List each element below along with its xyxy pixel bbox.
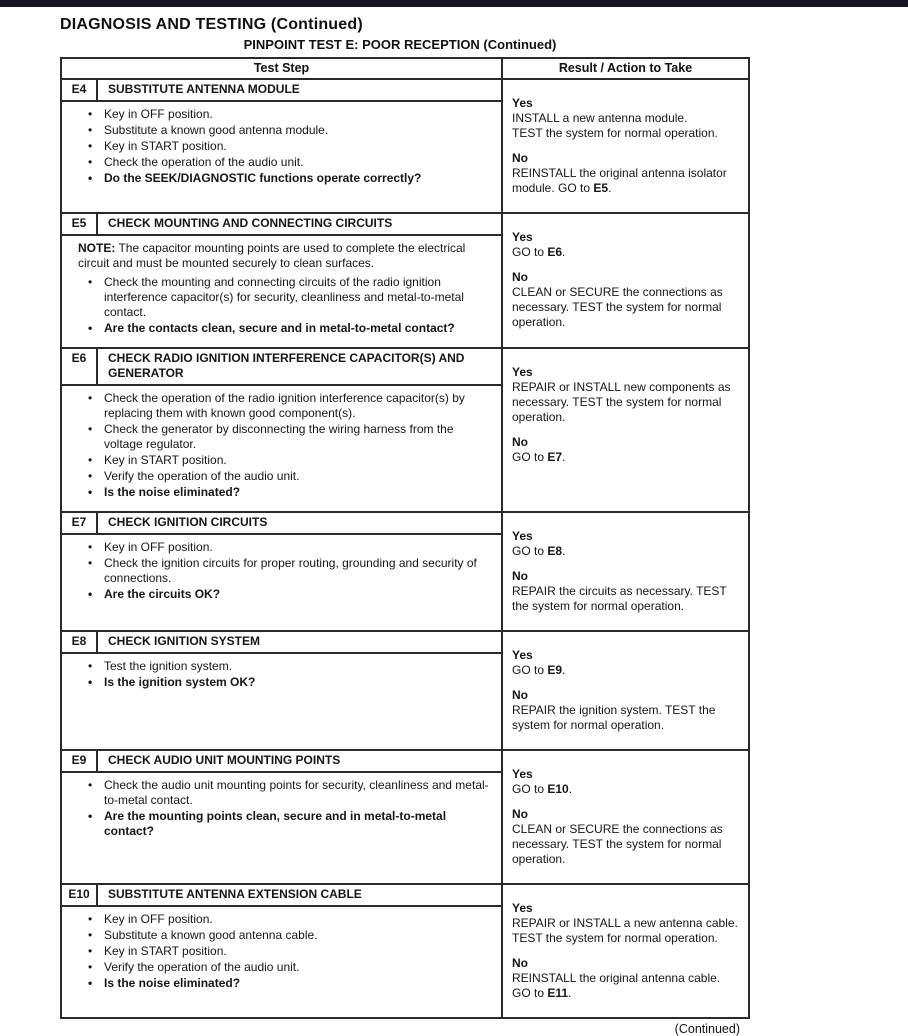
result-action: REPAIR or INSTALL a new antenna cable. TEST the system for normal operation.	[512, 916, 738, 945]
result-content	[503, 214, 748, 346]
test-step-cell	[61, 631, 502, 750]
pinpoint-test-section	[60, 37, 740, 1036]
result-label: Yes	[512, 767, 533, 781]
test-step-cell	[61, 79, 502, 213]
step-item: • Check the ignition circuits for proper routing, grounding and security of connections.	[88, 556, 491, 586]
step-item: • Are the contacts clean, secure and in metal-to-metal contact?	[88, 321, 491, 336]
step-item: • Key in START position.	[88, 453, 491, 468]
result-content	[503, 885, 748, 1017]
result-block-no	[512, 956, 740, 1001]
test-row-e4	[61, 79, 749, 213]
step-title-bar	[62, 632, 501, 654]
result-action: REINSTALL the original antenna isolator module. GO to E5.	[512, 166, 727, 195]
result-block-yes	[512, 767, 740, 797]
result-action: CLEAN or SECURE the connections as necessary. TEST the system for normal operation.	[512, 285, 723, 329]
result-label: No	[512, 807, 528, 821]
result-action: REPAIR the ignition system. TEST the system for normal operation.	[512, 703, 716, 732]
result-label: Yes	[512, 96, 533, 110]
result-block-yes	[512, 648, 740, 678]
result-content	[503, 80, 748, 212]
test-row-e9	[61, 750, 749, 884]
step-list	[78, 540, 491, 602]
test-step-cell	[61, 348, 502, 512]
step-title-bar	[62, 513, 501, 535]
step-id: E10	[62, 885, 98, 905]
result-block-no	[512, 435, 740, 465]
step-list	[78, 912, 491, 991]
step-id: E4	[62, 80, 98, 100]
result-action: GO to E8.	[512, 544, 566, 558]
result-action: REINSTALL the original antenna cable. GO to E11.	[512, 971, 721, 1000]
result-label: No	[512, 270, 528, 284]
result-label: No	[512, 688, 528, 702]
page-top-rule	[0, 0, 908, 7]
result-label: Yes	[512, 230, 533, 244]
step-item: • Verify the operation of the audio unit.	[88, 960, 491, 975]
step-title-bar	[62, 214, 501, 236]
step-title: CHECK RADIO IGNITION INTERFERENCE CAPACITOR(S) AND GENERATOR	[108, 351, 465, 380]
table-title: PINPOINT TEST E: POOR RECEPTION (Continued)	[243, 37, 557, 52]
result-cell	[502, 213, 749, 348]
test-step-cell	[61, 213, 502, 348]
step-item: • Key in START position.	[88, 944, 491, 959]
step-item: • Check the operation of the audio unit.	[88, 155, 491, 170]
result-action: CLEAN or SECURE the connections as necessary. TEST the system for normal operation.	[512, 822, 723, 866]
step-list	[78, 391, 491, 500]
step-list	[78, 107, 491, 186]
step-id: E6	[62, 349, 98, 384]
step-title: CHECK AUDIO UNIT MOUNTING POINTS	[108, 753, 341, 767]
result-block-no	[512, 807, 740, 867]
result-block-yes	[512, 230, 740, 260]
step-item: • Key in START position.	[88, 139, 491, 154]
result-block-no	[512, 688, 740, 733]
column-header-result: Result / Action to Take	[502, 58, 749, 79]
step-title: SUBSTITUTE ANTENNA EXTENSION CABLE	[108, 887, 362, 901]
step-list	[78, 778, 491, 839]
step-item: • Check the mounting and connecting circuits of the radio ignition interference capacitor(s) for security, cleanliness and metal-to-metal contact.	[88, 275, 491, 320]
result-block-yes	[512, 529, 740, 559]
test-row-e7	[61, 512, 749, 631]
step-body	[62, 773, 501, 850]
continued-note: (Continued)	[674, 1022, 740, 1036]
step-item: • Verify the operation of the audio unit.	[88, 469, 491, 484]
step-item: • Key in OFF position.	[88, 912, 491, 927]
step-body	[62, 236, 501, 347]
result-label: No	[512, 569, 528, 583]
step-title-bar	[62, 751, 501, 773]
result-block-no	[512, 270, 740, 330]
step-body	[62, 386, 501, 511]
page-title: DIAGNOSIS AND TESTING (Continued)	[60, 16, 363, 33]
step-title: CHECK IGNITION SYSTEM	[108, 634, 261, 648]
result-label: Yes	[512, 529, 533, 543]
result-block-yes	[512, 96, 740, 141]
result-content	[503, 349, 748, 481]
step-item: • Do the SEEK/DIAGNOSTIC functions operate correctly?	[88, 171, 491, 186]
result-block-no	[512, 151, 740, 196]
step-item: • Is the noise eliminated?	[88, 485, 491, 500]
test-step-cell	[61, 750, 502, 884]
step-title-bar	[62, 349, 501, 386]
result-action: REPAIR the circuits as necessary. TEST the system for normal operation.	[512, 584, 727, 613]
result-cell	[502, 884, 749, 1018]
step-item: • Substitute a known good antenna module.	[88, 123, 491, 138]
step-body	[62, 654, 501, 701]
result-label: No	[512, 151, 528, 165]
step-id: E7	[62, 513, 98, 533]
pinpoint-test-table	[60, 57, 750, 1019]
test-row-e5	[61, 213, 749, 348]
step-item: • Substitute a known good antenna cable.	[88, 928, 491, 943]
result-label: Yes	[512, 365, 533, 379]
result-action: REPAIR or INSTALL new components as necessary. TEST the system for normal operation.	[512, 380, 731, 424]
result-label: Yes	[512, 901, 533, 915]
step-title-bar	[62, 885, 501, 907]
step-body	[62, 102, 501, 197]
step-title-bar	[62, 80, 501, 102]
step-item: • Key in OFF position.	[88, 540, 491, 555]
result-action: TEST the system for normal operation.	[512, 126, 718, 140]
result-content	[503, 751, 748, 883]
result-content	[503, 632, 748, 749]
test-step-cell	[61, 884, 502, 1018]
result-cell	[502, 79, 749, 213]
result-block-no	[512, 569, 740, 614]
step-item: • Key in OFF position.	[88, 107, 491, 122]
step-id: E5	[62, 214, 98, 234]
step-title: SUBSTITUTE ANTENNA MODULE	[108, 82, 300, 96]
step-body	[62, 907, 501, 1002]
step-item: • Check the audio unit mounting points for security, cleanliness and metal-to-metal contact.	[88, 778, 491, 808]
result-content	[503, 513, 748, 630]
result-action: INSTALL a new antenna module.	[512, 111, 688, 125]
result-cell	[502, 348, 749, 512]
result-action: GO to E6.	[512, 245, 566, 259]
table-body	[61, 79, 749, 1018]
step-title: CHECK IGNITION CIRCUITS	[108, 515, 268, 529]
test-step-cell	[61, 512, 502, 631]
step-item: • Test the ignition system.	[88, 659, 491, 674]
test-row-e10	[61, 884, 749, 1018]
step-item: • Are the mounting points clean, secure and in metal-to-metal contact?	[88, 809, 491, 839]
step-item: • Is the ignition system OK?	[88, 675, 491, 690]
test-row-e8	[61, 631, 749, 750]
step-note: NOTE: The capacitor mounting points are used to complete the electrical circuit and must be mounted securely to clean surfaces.	[78, 241, 466, 270]
result-action: GO to E7.	[512, 450, 566, 464]
test-row-e6	[61, 348, 749, 512]
step-item: • Check the generator by disconnecting the wiring harness from the voltage regulator.	[88, 422, 491, 452]
result-block-yes	[512, 901, 740, 946]
step-item: • Is the noise eliminated?	[88, 976, 491, 991]
result-cell	[502, 750, 749, 884]
step-body	[62, 535, 501, 613]
step-title: CHECK MOUNTING AND CONNECTING CIRCUITS	[108, 216, 393, 230]
result-block-yes	[512, 365, 740, 425]
step-item: • Are the circuits OK?	[88, 587, 491, 602]
result-label: Yes	[512, 648, 533, 662]
step-list	[78, 659, 491, 690]
result-label: No	[512, 435, 528, 449]
result-label: No	[512, 956, 528, 970]
result-action: GO to E9.	[512, 663, 566, 677]
table-header	[61, 58, 749, 79]
column-header-test-step: Test Step	[61, 58, 502, 79]
step-list	[78, 275, 491, 336]
result-cell	[502, 631, 749, 750]
result-cell	[502, 512, 749, 631]
step-id: E9	[62, 751, 98, 771]
step-id: E8	[62, 632, 98, 652]
table-header-row	[61, 58, 749, 79]
step-item: • Check the operation of the radio ignition interference capacitor(s) by replacing them with known good component(s).	[88, 391, 491, 421]
result-action: GO to E10.	[512, 782, 573, 796]
